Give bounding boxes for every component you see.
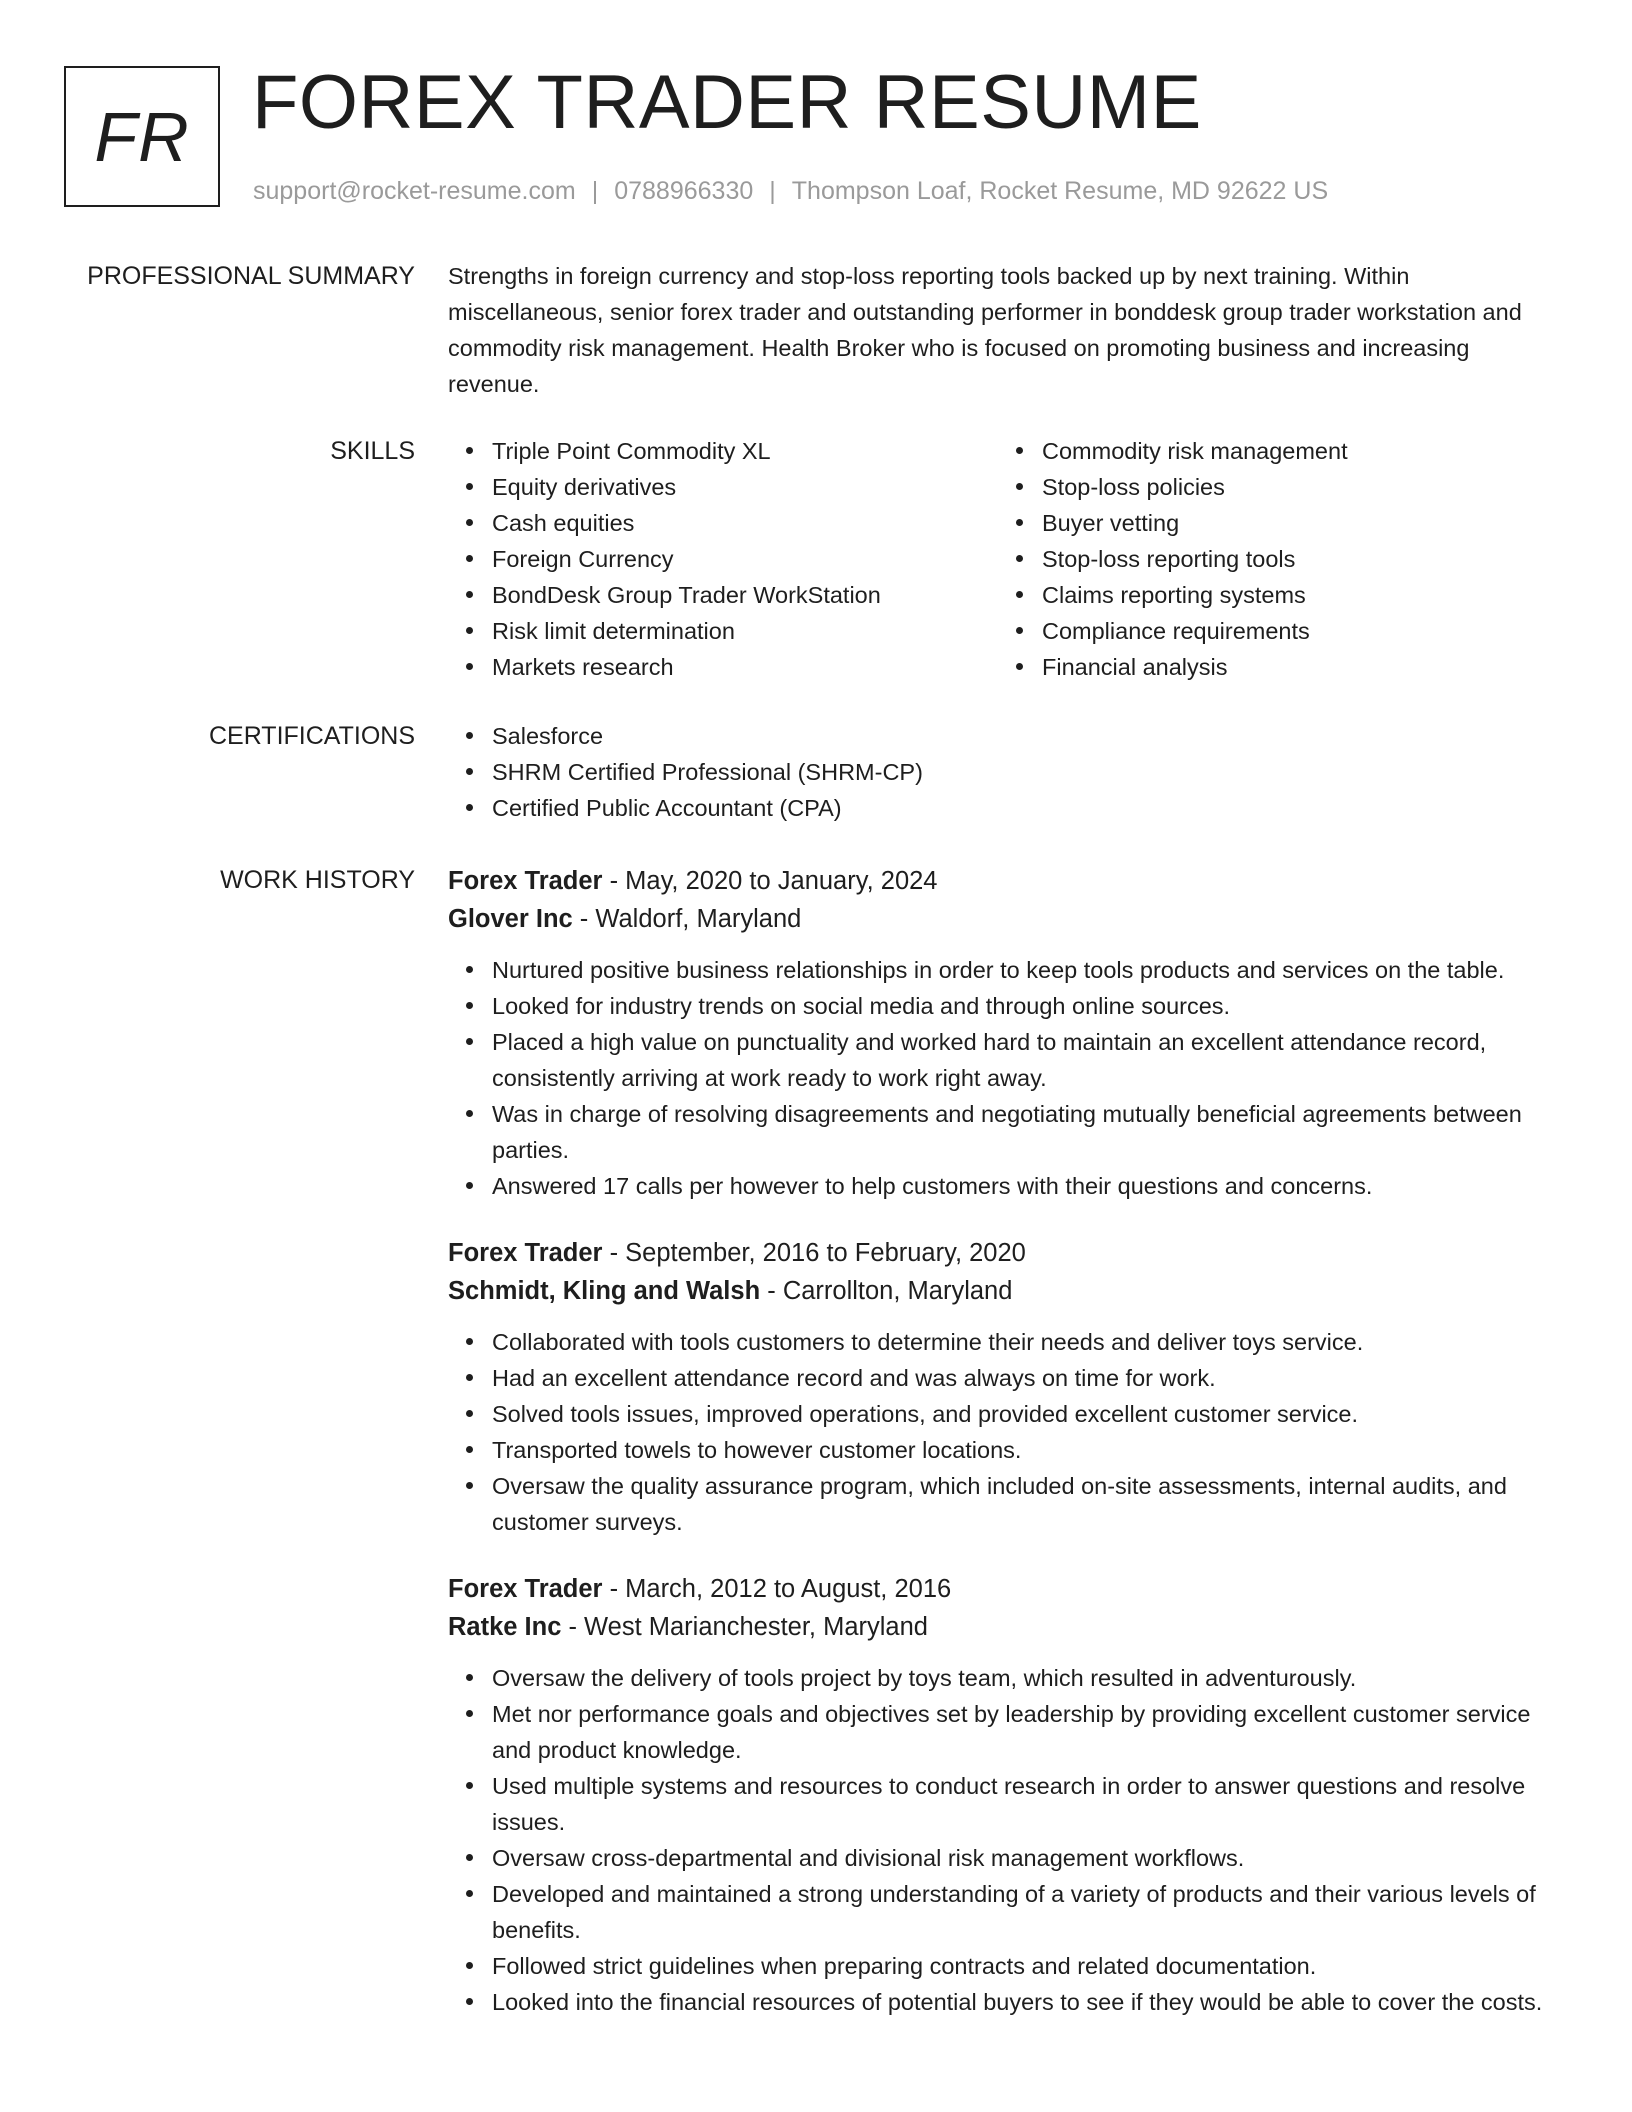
skills-column-left xyxy=(448,433,988,685)
skill-item: Commodity risk management xyxy=(1042,433,1538,469)
job-bullet: Was in charge of resolving disagreements and negotiating mutually beneficial agreements between parties. xyxy=(492,1096,1568,1168)
skill-item: Claims reporting systems xyxy=(1042,577,1538,613)
job-dates: - September, 2016 to February, 2020 xyxy=(602,1239,1026,1267)
job-company-line xyxy=(448,1272,1568,1310)
skill-item: Triple Point Commodity XL xyxy=(492,433,988,469)
job-bullet: Transported towels to however customer locations. xyxy=(492,1432,1568,1468)
job-location: - Carrollton, Maryland xyxy=(760,1277,1013,1305)
job-entry xyxy=(448,1234,1568,1540)
section-label-skills: SKILLS xyxy=(330,437,415,465)
job-bullet: Nurtured positive business relationships in order to keep tools products and services on the table. xyxy=(492,952,1568,988)
skill-item: Markets research xyxy=(492,649,988,685)
job-company-line xyxy=(448,900,1568,938)
skill-item: Financial analysis xyxy=(1042,649,1538,685)
job-bullet: Oversaw cross-departmental and divisional risk management workflows. xyxy=(492,1840,1568,1876)
job-company: Glover Inc xyxy=(448,905,573,933)
skill-item: Equity derivatives xyxy=(492,469,988,505)
skill-item: Compliance requirements xyxy=(1042,613,1538,649)
skill-item: Foreign Currency xyxy=(492,541,988,577)
skill-item: Risk limit determination xyxy=(492,613,988,649)
job-company: Ratke Inc xyxy=(448,1613,562,1641)
job-company-line xyxy=(448,1608,1568,1646)
certification-item: Salesforce xyxy=(492,718,1568,754)
contact-line xyxy=(253,174,1328,208)
job-bullets xyxy=(448,952,1568,1204)
job-bullet: Oversaw the delivery of tools project by toys team, which resulted in adventurously. xyxy=(492,1660,1568,1696)
job-bullet: Looked for industry trends on social media and through online sources. xyxy=(492,988,1568,1024)
job-bullet: Solved tools issues, improved operations, and provided excellent customer service. xyxy=(492,1396,1568,1432)
job-location: - Waldorf, Maryland xyxy=(572,905,802,933)
job-dates: - March, 2012 to August, 2016 xyxy=(602,1575,952,1603)
job-bullet: Looked into the financial resources of potential buyers to see if they would be able to cover the costs. xyxy=(492,1984,1568,2020)
skill-item: BondDesk Group Trader WorkStation xyxy=(492,577,988,613)
job-dates: - May, 2020 to January, 2024 xyxy=(602,867,938,895)
work-history-body xyxy=(448,862,1568,2020)
section-label-certifications: CERTIFICATIONS xyxy=(208,722,415,750)
job-bullet: Used multiple systems and resources to conduct research in order to answer questions and resolve issues. xyxy=(492,1768,1568,1840)
skills-column-right xyxy=(998,433,1538,685)
job-bullet: Placed a high value on punctuality and worked hard to maintain an excellent attendance record, consistently arriving at work ready to work right away. xyxy=(492,1024,1568,1096)
job-bullet: Collaborated with tools customers to determine their needs and deliver toys service. xyxy=(492,1324,1568,1360)
certification-item: SHRM Certified Professional (SHRM-CP) xyxy=(492,754,1568,790)
skills-body xyxy=(448,433,1568,693)
job-company: Schmidt, Kling and Walsh xyxy=(448,1277,761,1305)
job-entry xyxy=(448,1570,1568,2020)
job-title-line xyxy=(448,862,1568,900)
summary-text: Strengths in foreign currency and stop-loss reporting tools backed up by next training. Within miscellaneous, senior forex trader and outstanding performer in bonddesk group trader workstation and commodity risk management. Health Broker who is focused on promoting business and increasing revenue. xyxy=(448,263,1522,397)
job-bullet: Met nor performance goals and objectives set by leadership by providing excellent customer service and product knowledge. xyxy=(492,1696,1568,1768)
page-title: FOREX TRADER RESUME xyxy=(252,60,1202,145)
skill-item: Cash equities xyxy=(492,505,988,541)
job-bullet: Had an excellent attendance record and was always on time for work. xyxy=(492,1360,1568,1396)
skill-item: Buyer vetting xyxy=(1042,505,1538,541)
certifications-body xyxy=(448,718,1568,826)
job-bullets xyxy=(448,1660,1568,2020)
contact-separator: | xyxy=(769,177,776,205)
skill-item: Stop-loss reporting tools xyxy=(1042,541,1538,577)
contact-phone[interactable]: 0788966330 xyxy=(614,177,754,205)
certification-item: Certified Public Accountant (CPA) xyxy=(492,790,1568,826)
section-label-work-history: WORK HISTORY xyxy=(220,866,415,894)
job-title-line xyxy=(448,1234,1568,1272)
contact-separator: | xyxy=(591,177,599,205)
certifications-list xyxy=(448,718,1568,826)
job-bullet: Oversaw the quality assurance program, which included on-site assessments, internal audits, and customer surveys. xyxy=(492,1468,1568,1540)
job-location: - West Marianchester, Maryland xyxy=(561,1613,928,1641)
skill-item: Stop-loss policies xyxy=(1042,469,1538,505)
job-bullet: Followed strict guidelines when preparing contracts and related documentation. xyxy=(492,1948,1568,1984)
skills-list-left xyxy=(448,433,988,685)
job-title-line xyxy=(448,1570,1568,1608)
job-bullets xyxy=(448,1324,1568,1540)
skills-list-right xyxy=(998,433,1538,685)
job-title: Forex Trader xyxy=(448,867,603,895)
job-title: Forex Trader xyxy=(448,1575,603,1603)
job-bullet: Answered 17 calls per however to help customers with their questions and concerns. xyxy=(492,1168,1568,1204)
job-title: Forex Trader xyxy=(448,1239,603,1267)
job-bullet: Developed and maintained a strong understanding of a variety of products and their various levels of benefits. xyxy=(492,1876,1568,1948)
job-entry xyxy=(448,862,1568,1204)
section-label-summary: PROFESSIONAL SUMMARY xyxy=(87,262,415,290)
contact-email[interactable]: support@rocket-resume.com xyxy=(253,177,576,205)
monogram-badge: FR xyxy=(64,66,220,207)
contact-address: Thompson Loaf, Rocket Resume, MD 92622 US xyxy=(791,177,1329,205)
